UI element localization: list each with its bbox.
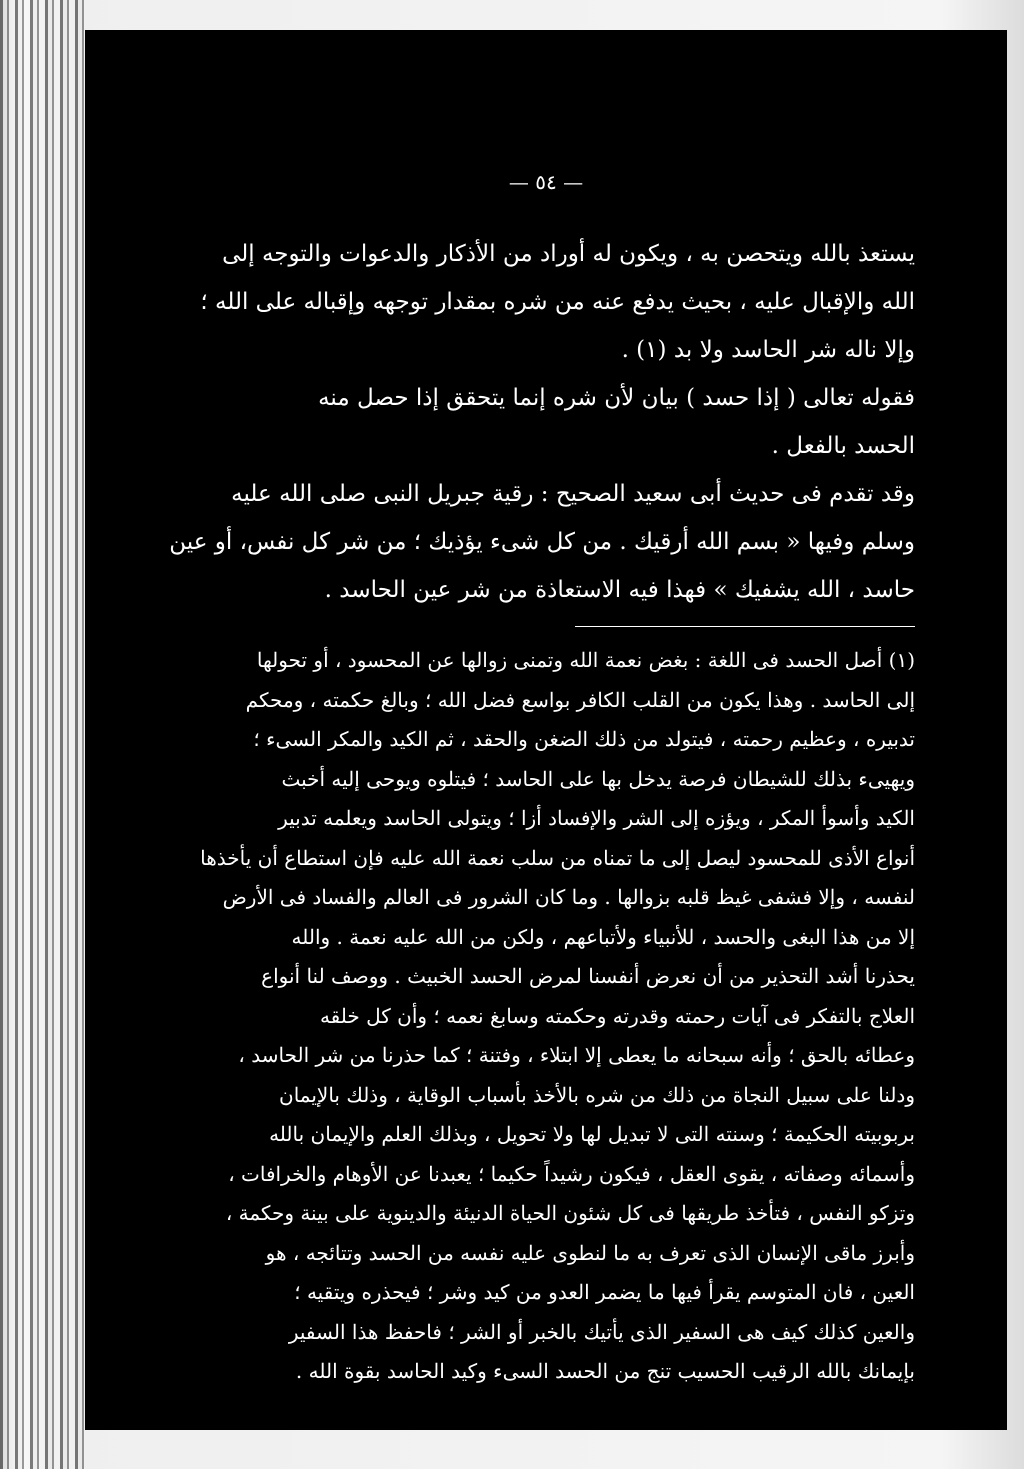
footnote-line: العلاج بالتفكر فى آيات رحمته وقدرته وحكمته وسابغ نعمه ؛ وأن كل خلقه [319, 1003, 915, 1028]
footnote-line: ودلنا على سبيل النجاة من ذلك من شره بالأخذ بأسباب الوقاية ، وذلك بالإيمان [279, 1082, 915, 1107]
text-line: وسلم وفيها « بسم الله أرقيك . من كل شىء يؤذيك ؛ من شر كل نفس، أو عين [169, 529, 915, 555]
footnote-line: العين ، فان المتوسم يقرأ فيها ما يضمر العدو من كيد وشر ؛ فيحذره ويتقيه ؛ [294, 1280, 915, 1304]
footnote-line: وأبرز ماقى الإنسان الذى تعرف به ما لنطوى عليه نفسه من الحسد وتتائجه ، هو [265, 1240, 915, 1265]
text-line: الله والإقبال عليه ، بحيث يدفع عنه من شره بمقدار توجهه وإقباله على الله ؛ [200, 289, 915, 315]
document-page [85, 30, 1007, 1430]
text-line: وإلا ناله شر الحاسد ولا بد (١) . [621, 337, 915, 363]
footnote-line: وعطائه بالحق ؛ وأنه سبحانه ما يعطى إلا ابتلاء ، وفتنة ؛ كما حذرنا من شر الحاسد ، [238, 1043, 915, 1067]
footnote-line: والعين كذلك كيف هى السفير الذى يأتيك بالخبر أو الشر ؛ فاحفظ هذا السفير [288, 1319, 915, 1344]
text-line: وقد تقدم فى حديث أبى سعيد الصحيح : رقية جبريل النبى صلى الله عليه [231, 481, 915, 507]
text-line: الحسد بالفعل . [771, 433, 915, 459]
footnote-line: إلا من هذا البغى والحسد ، للأنبياء ولأتباعهم ، ولكن من الله عليه نعمة . والله [291, 924, 915, 949]
footnote-line: بربوبيته الحكيمة ؛ وسنته التى لا تبديل لها ولا تحويل ، وبذلك العلم والإيمان بالله [269, 1122, 915, 1146]
main-text [155, 230, 915, 614]
footnote-line: لنفسه ، وإلا فشفى غيظ قلبه بزوالها . وما كان الشرور فى العالم والفساد فى الأرض [222, 885, 915, 909]
footnote-line: تدبيره ، وعظيم رحمته ، فيتولد من ذلك الضغن والحقد ، ثم الكيد والمكر السىء ؛ [253, 727, 915, 751]
page-number: — ٥٤ — [508, 170, 584, 194]
page-body [155, 230, 915, 1392]
footnote-line: بإيمانك بالله الرقيب الحسيب تنج من الحسد السىء وكيد الحاسد بقوة الله . [295, 1359, 915, 1383]
text-line: يستعذ بالله ويتحصن به ، ويكون له أوراد من الأذكار والدعوات والتوجه إلى [222, 241, 915, 267]
footnote-divider [575, 626, 915, 627]
footnote-line: ويهيىء بذلك للشيطان فرصة يدخل بها على الحاسد ؛ فيتلوه ويوحى إليه أخبث [281, 766, 915, 791]
footnote-line: (١) أصل الحسد فى اللغة : بغض نعمة الله وتمنى زوالها عن المحسود ، أو تحولها [256, 648, 915, 672]
footnote [155, 641, 915, 1392]
text-line: فقوله تعالى ( إذا حسد ) بيان لأن شره إنما يتحقق إذا حصل منه [318, 385, 915, 411]
book-spine [0, 0, 85, 1469]
footnote-line: وتزكو النفس ، فتأخذ طريقها فى كل شئون الحياة الدنيئة والدينوية على بينة وحكمة ، [225, 1201, 915, 1225]
footnote-line: أنواع الأذى للمحسود ليصل إلى ما تمناه من سلب نعمة الله عليه فإن استطاع أن يأخذها [200, 845, 915, 870]
footnote-line: وأسمائه وصفاته ، يقوى العقل ، فيكون رشيداً حكيما ؛ يعبدنا عن الأوهام والخرافات ، [228, 1161, 915, 1186]
footnote-line: يحذرنا أشد التحذير من أن نعرض أنفسنا لمرض الحسد الخبيث . ووصف لنا أنواع [261, 964, 915, 988]
footnote-line: الكيد وأسوأ المكر ، ويؤزه إلى الشر والإفساد أزا ؛ ويتولى الحاسد ويعلمه تدبير [278, 806, 915, 830]
footnote-line: إلى الحاسد . وهذا يكون من القلب الكافر بواسع فضل الله ؛ وبالغ حكمته ، ومحكم [245, 687, 915, 712]
text-line: حاسد ، الله يشفيك » فهذا فيه الاستعاذة من شر عين الحاسد . [324, 577, 915, 603]
